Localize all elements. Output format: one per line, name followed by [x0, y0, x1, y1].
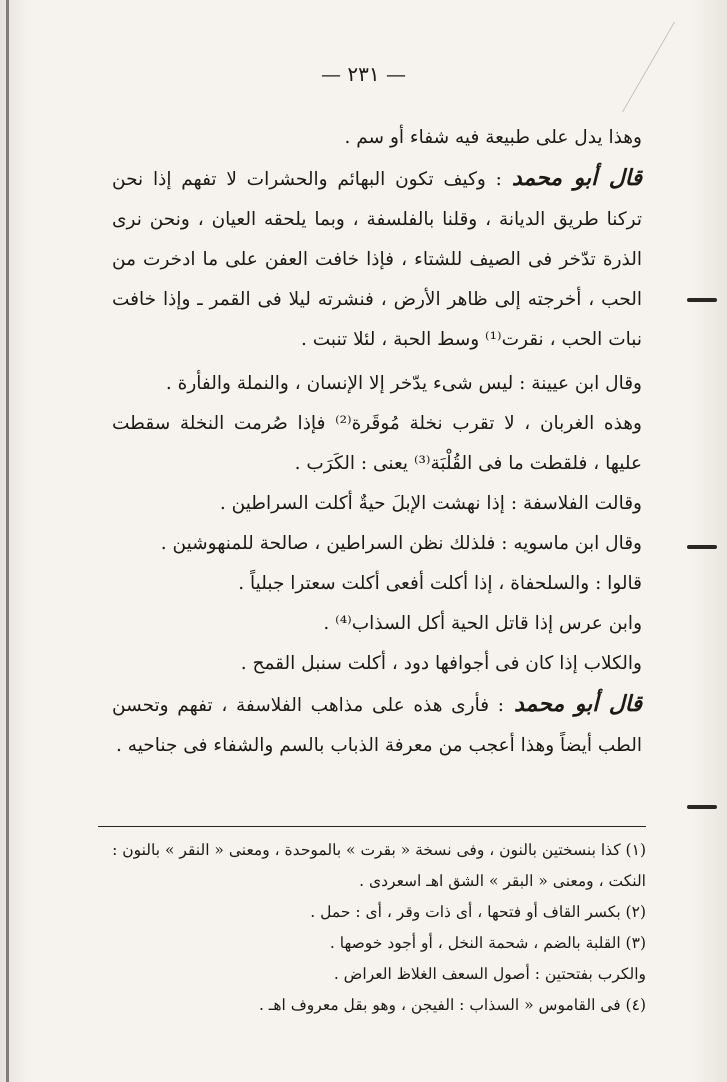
paragraph: قال أبو محمد: وكيف تكون البهائم والحشرات لا تفهم إذا نحن تركنا طريق الديانة ، وقلنا بالفلسفة ، وبما يلحقه العيان ، ونحن نرى الذرة تدّخر فى الصيف للشتاء ، فإذا خافت العفن على ما ادخرت من الحب ، أخرجته إلى ظاهر الأرض ، فنشرته ليلا فى القمر ـ وإذا خافت نبات الحب ، نقرت⁽¹⁾ وسط الحبة ، لئلا تنبت . — [112, 165, 642, 350]
paragraph: وقال ابن ماسويه : فلذلك نظن السراطين ، صالحة للمنهوشين . — [160, 533, 642, 554]
footnote: (٢) بكسر القاف أو فتحها ، أى ذات وقر ، أى : حمل . — [310, 903, 646, 921]
footnote: (١) كذا بنسختين بالنون ، وفى نسخة « بقرت » بالموحدة ، ومعنى « النقر » بالنون : النكت ، ومعنى « البقر » الشق اهـ اسعردى . — [112, 841, 646, 890]
speaker-heading: قال أبو محمد — [514, 691, 643, 717]
margin-mark — [687, 545, 717, 549]
page-edge — [6, 0, 9, 1082]
paragraph: وابن عرس إذا قاتل الحية أكل السذاب⁽⁴⁾ . — [323, 613, 642, 634]
paragraph: وقالت الفلاسفة : إذا نهشت الإبلَ حيةٌ أكلت السراطين . — [219, 493, 642, 514]
margin-mark — [687, 298, 717, 302]
footnote: والكرب بفتحتين : أصول السعف الغلاظ العراض . — [333, 965, 646, 983]
speaker-heading: قال أبو محمد — [511, 165, 642, 191]
page-number: — ٢٣١ — — [321, 62, 406, 86]
paragraph: قالوا : والسلحفاة ، إذا أكلت أفعى أكلت سعترا جبلياً . — [238, 573, 642, 594]
paragraph: وقال ابن عيينة : ليس شىء يدّخر إلا الإنسان ، والنملة والفأرة . — [165, 373, 642, 394]
paragraph: والكلاب إذا كان فى أجوافها دود ، أكلت سنبل القمح . — [240, 653, 642, 674]
margin-mark — [687, 805, 717, 809]
main-text — [112, 118, 642, 766]
footnotes — [98, 826, 646, 1021]
paragraph: قال أبو محمد: فأرى هذه على مذاهب الفلاسفة ، تفهم وتحسن الطب أيضاً وهذا أعجب من معرفة الذباب بالسم والشفاء فى جناحيه . — [112, 691, 643, 756]
footnote: (٣) القلبة بالضم ، شحمة النخل ، أو أجود خوصها . — [329, 934, 646, 952]
footnote: (٤) فى القاموس « السذاب : الفيجن ، وهو بقل معروف اهـ . — [258, 996, 646, 1014]
paragraph: وهذا يدل على طبيعة فيه شفاء أو سم . — [344, 127, 642, 148]
paragraph: وهذه الغربان ، لا تقرب نخلة مُوقَرة⁽²⁾ فإذا صُرمت النخلة سقطت عليها ، فلقطت ما فى القُلْبَة⁽³⁾ يعنى : الكَرَب . — [112, 413, 642, 474]
